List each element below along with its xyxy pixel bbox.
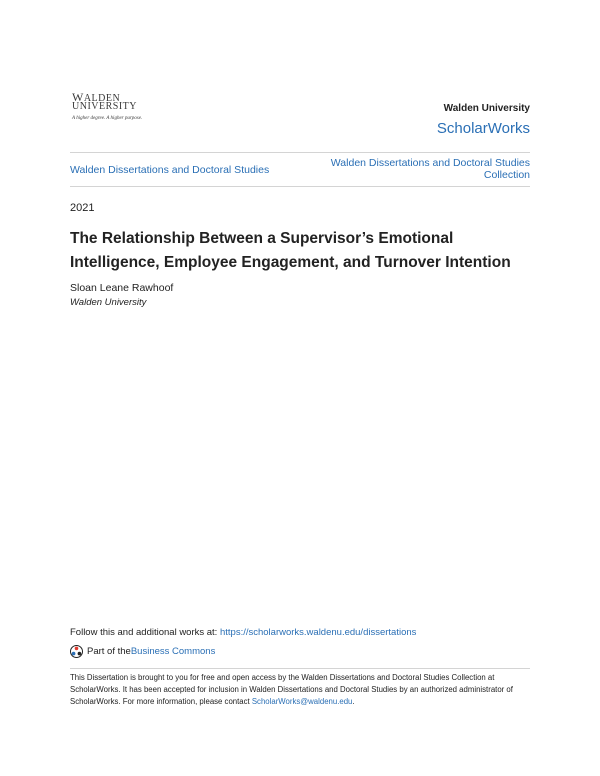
notice-end: . bbox=[352, 697, 355, 706]
dissertations-url-link[interactable]: https://scholarworks.waldenu.edu/dissertations bbox=[219, 627, 417, 638]
logo-wordmark-line1: WALDEN bbox=[72, 90, 121, 104]
series-link-left[interactable]: Walden Dissertations and Doctoral Studies bbox=[70, 164, 270, 176]
footer-divider bbox=[70, 668, 530, 669]
university-name: Walden University bbox=[443, 103, 530, 114]
top-divider bbox=[70, 152, 530, 153]
business-commons-link[interactable]: Business Commons bbox=[130, 646, 216, 657]
logo-tagline: A higher degree. A higher purpose. bbox=[72, 116, 143, 121]
access-notice bbox=[70, 672, 532, 708]
publication-year: 2021 bbox=[70, 202, 95, 214]
author-name: Sloan Leane Rawhoof bbox=[70, 282, 174, 294]
partof-prefix: Part of the bbox=[87, 646, 131, 657]
walden-logo bbox=[72, 90, 162, 126]
part-of-line bbox=[70, 645, 215, 658]
series-divider bbox=[70, 186, 530, 187]
follow-line bbox=[70, 627, 416, 638]
contact-email-link[interactable]: ScholarWorks@waldenu.edu bbox=[251, 697, 353, 706]
document-title: The Relationship Between a Supervisor’s Emotional Intelligence, Employee Engagement, and Turnover Intention bbox=[70, 230, 511, 271]
logo-wordmark-line2: UNIVERSITY bbox=[72, 101, 138, 112]
network-commons-icon bbox=[70, 645, 83, 658]
scholarworks-link[interactable]: ScholarWorks bbox=[436, 120, 530, 137]
author-affiliation: Walden University bbox=[70, 297, 147, 308]
notice-text: This Dissertation is brought to you for free and open access by the Walden Dissertations and Doctoral Studies Collection at ScholarWorks. It has been accepted for inclusion in Walden Dissertations and Doctoral Studies by an authorized administrator of ScholarWorks. For more information, please contact bbox=[70, 673, 513, 706]
series-link-right[interactable]: Walden Dissertations and Doctoral Studies Collection bbox=[330, 157, 530, 181]
follow-prefix: Follow this and additional works at: bbox=[70, 627, 220, 638]
